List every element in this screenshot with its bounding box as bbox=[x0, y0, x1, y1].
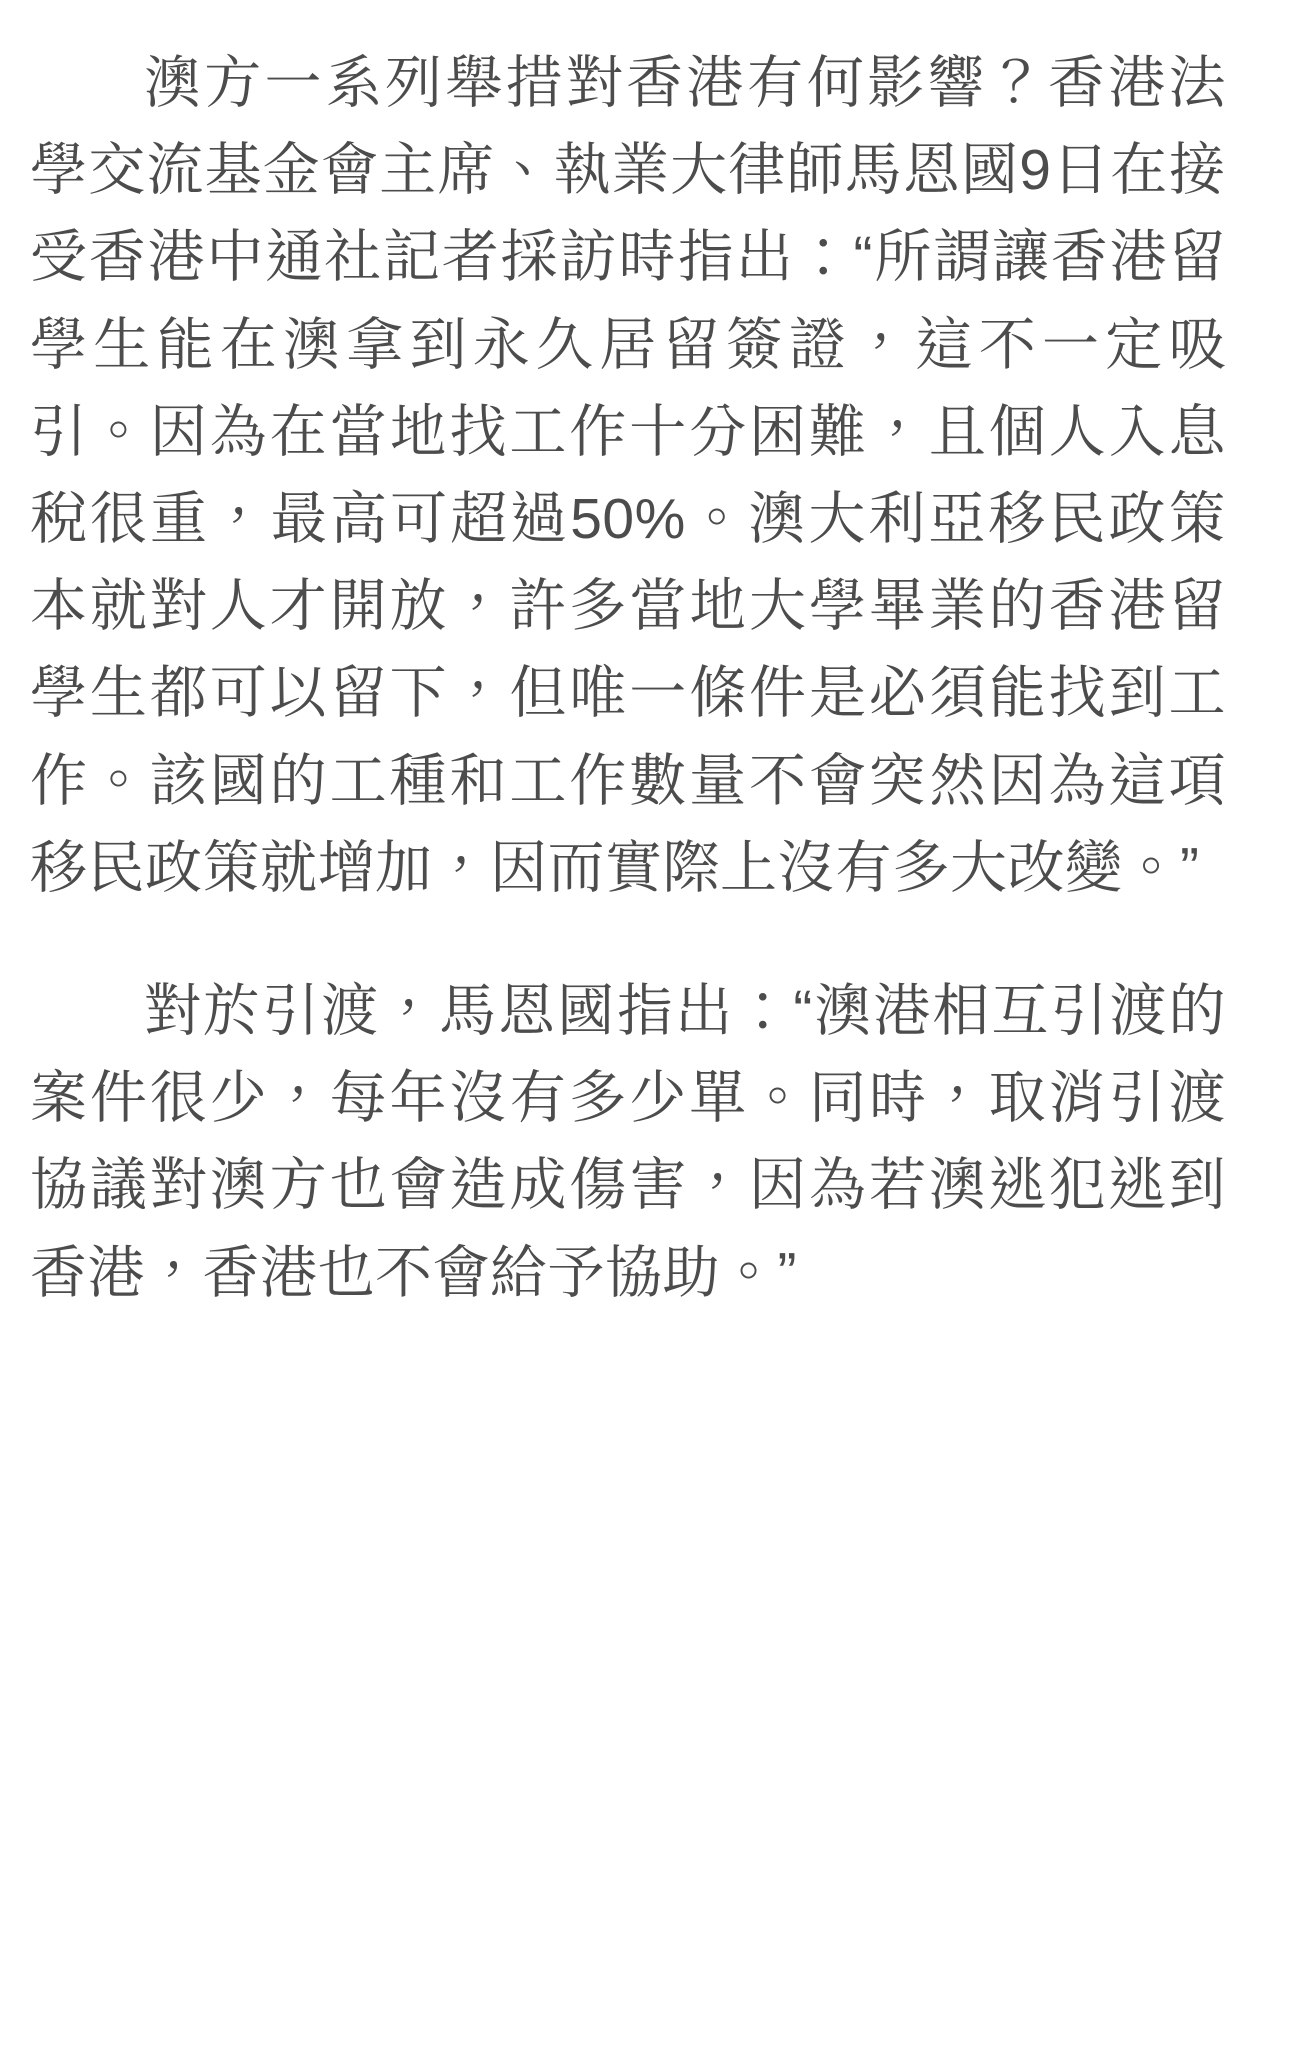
article-paragraph-1: 澳方一系列舉措對香港有何影響？香港法學交流基金會主席、執業大律師馬恩國9日在接受香港中通社記者採訪時指出：“所謂讓香港留學生能在澳拿到永久居留簽證，這不一定吸引。因為在當地找工作十分困難，且個人入息稅很重，最高可超過50%。澳大利亞移民政策本就對人才開放，許多當地大學畢業的香港留學生都可以留下，但唯一條件是必須能找到工作。該國的工種和工作數量不會突然因為這項移民政策就增加，因而實際上沒有多大改變。” bbox=[30, 51, 1226, 900]
article-paragraph-2: 對於引渡，馬恩國指出：“澳港相互引渡的案件很少，每年沒有多少單。同時，取消引渡協議對澳方也會造成傷害，因為若澳逃犯逃到香港，香港也不會給予協助。” bbox=[30, 979, 1226, 1305]
article-body bbox=[30, 40, 1226, 1317]
